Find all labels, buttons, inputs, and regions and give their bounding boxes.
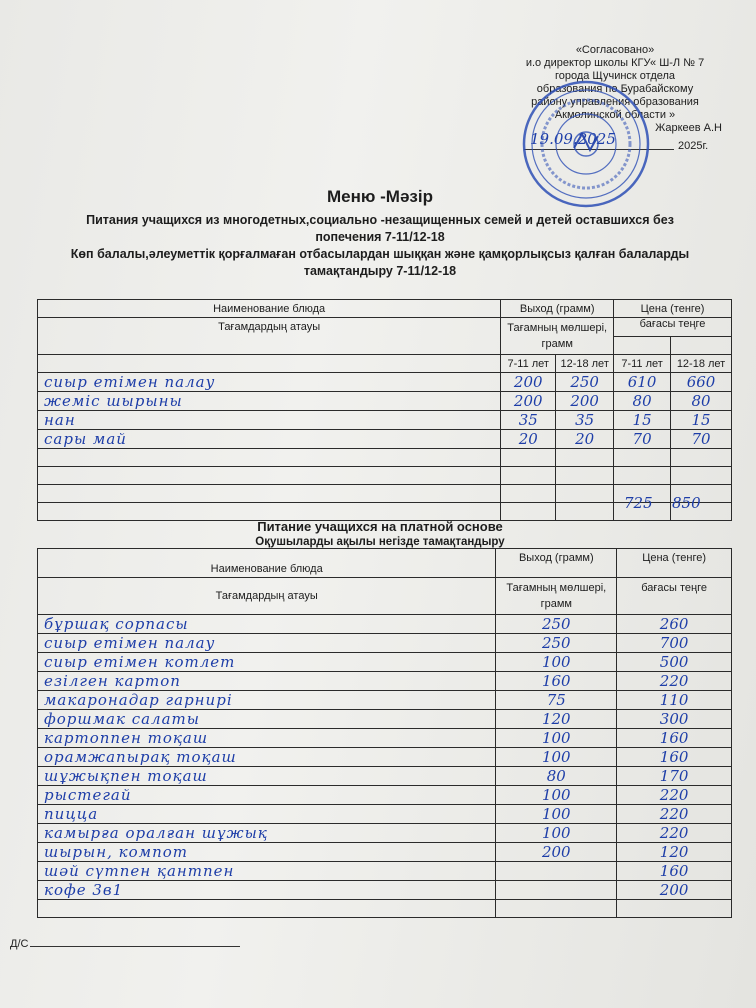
dish-name	[38, 900, 496, 918]
price: 160	[617, 748, 732, 767]
price	[617, 900, 732, 918]
approval-line: району управления образования	[531, 96, 699, 108]
header-output-ru: Выход (грамм)	[496, 549, 617, 578]
price: 120	[617, 843, 732, 862]
dish-name: шәй сүтпен қантпен	[38, 862, 496, 881]
footer-signature-line	[10, 938, 240, 950]
paid-section-title	[40, 519, 720, 550]
output	[496, 881, 617, 900]
dish-name: сары май	[38, 430, 501, 449]
table-row	[38, 430, 732, 449]
dish-name: форшмак салаты	[38, 710, 496, 729]
output: 75	[496, 691, 617, 710]
dish-name: рыстегай	[38, 786, 496, 805]
output-a: 20	[501, 430, 556, 449]
table-row	[38, 634, 732, 653]
price: 170	[617, 767, 732, 786]
table-row	[38, 373, 732, 392]
price: 200	[617, 881, 732, 900]
table-row	[38, 691, 732, 710]
dish-name	[38, 485, 501, 503]
table-row	[38, 449, 732, 467]
output-b	[556, 449, 614, 467]
header-name-kz: Тағамдардың атауы	[38, 318, 501, 355]
header-name-ru: Наименование блюда	[38, 300, 501, 318]
output-b	[556, 485, 614, 503]
price: 160	[617, 729, 732, 748]
output: 250	[496, 615, 617, 634]
approval-line: образования по Бурабайскому	[536, 83, 694, 95]
page-title: Меню -Мәзір	[327, 187, 433, 206]
output-b	[556, 503, 614, 521]
price-a: 70	[614, 430, 671, 449]
output-b	[556, 467, 614, 485]
price-b	[671, 467, 732, 485]
menu-table-paid	[37, 548, 732, 918]
table-row	[38, 843, 732, 862]
output-a	[501, 467, 556, 485]
dish-name: езілген картоп	[38, 672, 496, 691]
table-row	[38, 881, 732, 900]
output: 100	[496, 748, 617, 767]
price: 220	[617, 824, 732, 843]
table-row	[38, 672, 732, 691]
output-b: 250	[556, 373, 614, 392]
table-row	[38, 467, 732, 485]
output-a: 200	[501, 373, 556, 392]
price-b: 80	[671, 392, 732, 411]
dish-name: бұршақ сорпасы	[38, 615, 496, 634]
dish-name	[38, 467, 501, 485]
table-row	[38, 729, 732, 748]
output: 250	[496, 634, 617, 653]
dish-name: сиыр етімен палау	[38, 373, 501, 392]
output: 100	[496, 653, 617, 672]
price-spacer	[671, 336, 732, 355]
price-b	[671, 449, 732, 467]
dish-name: нан	[38, 411, 501, 430]
header-age-price-a: 7-11 лет	[614, 355, 671, 373]
output-b: 35	[556, 411, 614, 430]
dish-name: пицца	[38, 805, 496, 824]
subtitle-kz: Көп балалы,әлеуметтік қорғалмаған отбасылардан шыққан және қамқорлықсыз қалған балаларды тамақтандыру 7-11/12-18	[70, 247, 690, 278]
output: 100	[496, 805, 617, 824]
dish-name: сиыр етімен палау	[38, 634, 496, 653]
output	[496, 900, 617, 918]
output: 100	[496, 824, 617, 843]
price-spacer	[614, 336, 671, 355]
price-a: 15	[614, 411, 671, 430]
dish-name: шырын, компот	[38, 843, 496, 862]
header-price-ru: Цена (тенге)	[617, 549, 732, 578]
output	[496, 862, 617, 881]
dish-name: макаронадар гарнирі	[38, 691, 496, 710]
header-price-kz: бағасы теңге	[617, 578, 732, 615]
header-output-kz: Тағамның мөлшері, грамм	[496, 578, 617, 615]
menu-table-subsidized	[37, 299, 732, 521]
price-b: 15	[671, 411, 732, 430]
table-row	[38, 862, 732, 881]
dish-name: картоппен тоқаш	[38, 729, 496, 748]
price: 220	[617, 786, 732, 805]
price: 220	[617, 672, 732, 691]
price-a	[614, 467, 671, 485]
total-price-a: 725	[624, 494, 653, 512]
paid-title-kz: Оқушыларды ақылы негізде тамақтандыру	[255, 536, 505, 548]
table-row	[38, 824, 732, 843]
price-b: 70	[671, 430, 732, 449]
output-a	[501, 449, 556, 467]
table-row	[38, 805, 732, 824]
output-a: 200	[501, 392, 556, 411]
dish-name: шұжықпен тоқаш	[38, 767, 496, 786]
signature-blank-line	[30, 946, 240, 947]
table-row	[38, 767, 732, 786]
header-age-price-b: 12-18 лет	[671, 355, 732, 373]
output: 120	[496, 710, 617, 729]
table-row	[38, 900, 732, 918]
header-name-ru: Наименование блюда	[38, 549, 496, 578]
approval-line: Акмолинской области »	[554, 109, 676, 121]
price: 700	[617, 634, 732, 653]
approval-line: города Щучинск отдела	[554, 70, 676, 82]
price: 220	[617, 805, 732, 824]
dish-name: кофе 3в1	[38, 881, 496, 900]
price-b: 660	[671, 373, 732, 392]
footer-label: Д/С	[10, 938, 29, 950]
table-row	[38, 786, 732, 805]
handwritten-date: 19.09.2025	[530, 130, 616, 148]
price: 160	[617, 862, 732, 881]
output: 100	[496, 786, 617, 805]
table-row	[38, 653, 732, 672]
approval-line: и.о директор школы КГУ« Ш-Л № 7	[525, 57, 705, 69]
price: 110	[617, 691, 732, 710]
header-age-output-a: 7-11 лет	[501, 355, 556, 373]
price: 300	[617, 710, 732, 729]
dish-name: жеміс шырыны	[38, 392, 501, 411]
table-row	[38, 710, 732, 729]
total-price-b: 850	[672, 494, 701, 512]
price: 260	[617, 615, 732, 634]
dish-name	[38, 449, 501, 467]
output-b: 20	[556, 430, 614, 449]
output: 200	[496, 843, 617, 862]
approval-signatory: Жаркеев А.Н	[655, 122, 722, 134]
table-row	[38, 392, 732, 411]
output: 80	[496, 767, 617, 786]
header-name-kz: Тағамдардың атауы	[38, 578, 496, 615]
approval-line: «Согласовано»	[575, 44, 655, 56]
output: 100	[496, 729, 617, 748]
price-a: 610	[614, 373, 671, 392]
header-price-kz: бағасы теңге	[614, 318, 732, 337]
subtitle-ru: Питания учащихся из многодетных,социально -незащищенных семей и детей оставшихся без попечения 7-11/12-18	[86, 213, 674, 244]
table-row	[38, 615, 732, 634]
table-row	[38, 411, 732, 430]
header-age-output-b: 12-18 лет	[556, 355, 614, 373]
paid-title-ru: Питание учащихся на платной основе	[257, 519, 503, 534]
output-a: 35	[501, 411, 556, 430]
header-output-ru: Выход (грамм)	[501, 300, 614, 318]
approval-year: 2025г.	[678, 140, 709, 152]
output: 160	[496, 672, 617, 691]
header-output-kz: Тағамның мөлшері, грамм	[501, 318, 614, 355]
dish-name: орамжапырақ тоқаш	[38, 748, 496, 767]
dish-name: камырға оралған шұжық	[38, 824, 496, 843]
price: 500	[617, 653, 732, 672]
output-a	[501, 503, 556, 521]
dish-name	[38, 503, 501, 521]
output-a	[501, 485, 556, 503]
age-spacer	[38, 355, 501, 373]
header-price-ru: Цена (тенге)	[614, 300, 732, 318]
price-a: 80	[614, 392, 671, 411]
output-b: 200	[556, 392, 614, 411]
document-title-block	[40, 186, 720, 280]
dish-name: сиыр етімен котлет	[38, 653, 496, 672]
price-a	[614, 449, 671, 467]
table-row	[38, 748, 732, 767]
